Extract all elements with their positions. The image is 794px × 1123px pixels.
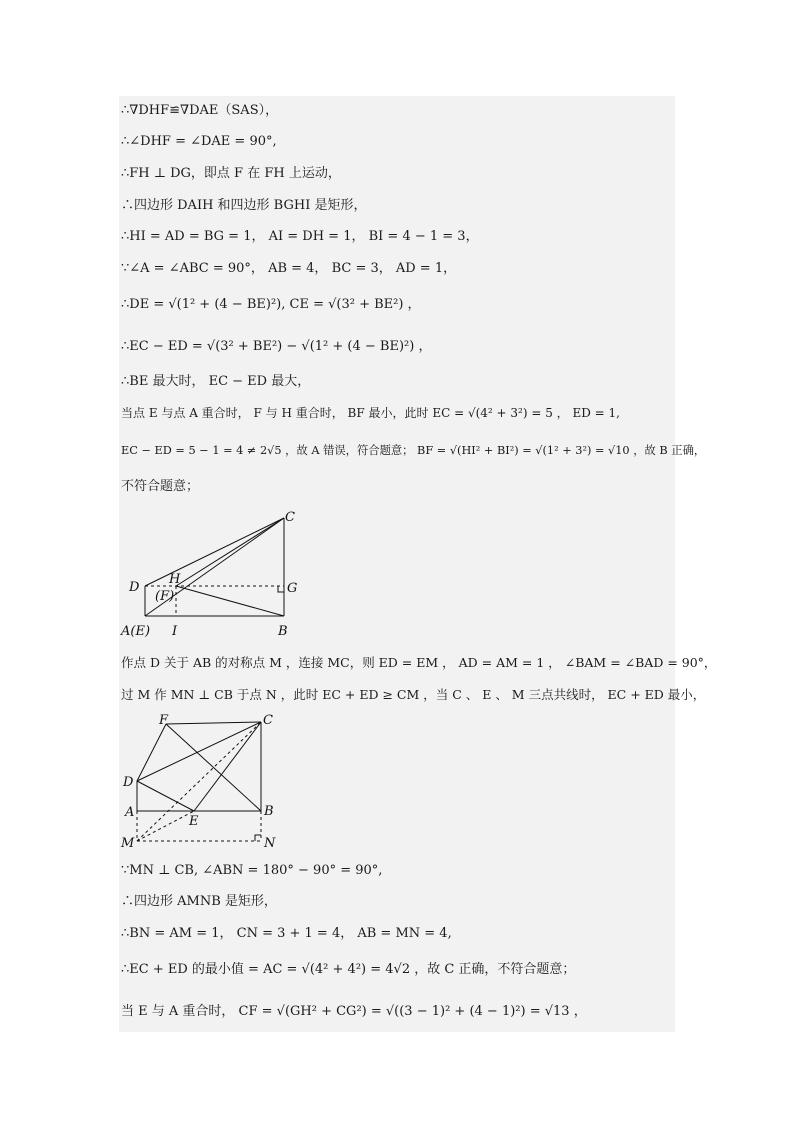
seg-FC: [166, 722, 261, 724]
proof-line-4: ∴四边形 DAIH 和四边形 BGHI 是矩形，: [121, 198, 367, 213]
proof-line-7: ∴DE = √(1² + (4 − BE)²), CE = √(3² + BE²) ，: [121, 297, 421, 312]
proof-line-12: 不符合题意；: [121, 479, 200, 494]
proof-line-18: ∴EC + ED 的最小值 = AC = √(4² + 4²) = 4√2 ，故 C 正确，不符合题意；: [121, 962, 576, 977]
proof-line-8: ∴EC − ED = √(3² + BE²) − √(1² + (4 − BE)²) ，: [121, 339, 432, 354]
label-C: C: [263, 713, 273, 728]
seg-MC: [137, 722, 261, 841]
label-A: A(E): [121, 624, 151, 639]
seg-ME: [137, 811, 194, 841]
label-D: D: [129, 580, 140, 595]
label-F: (F): [155, 589, 175, 604]
proof-line-9: ∴BE 最大时， EC − ED 最大，: [121, 374, 311, 389]
proof-line-1: ∴∇DHF≌∇DAE（SAS），: [121, 103, 279, 118]
right-angle-G: [278, 586, 284, 592]
label-G: G: [287, 581, 298, 596]
seg-HB: [176, 586, 284, 616]
proof-line-16: ∴四边形 AMNB 是矩形，: [121, 894, 277, 909]
geometry-figure-1: [119, 505, 319, 645]
label-N: N: [264, 836, 276, 851]
label-C: C: [285, 510, 295, 525]
proof-line-17: ∴BN = AM = 1， CN = 3 + 1 = 4， AB = MN = 4,: [121, 926, 452, 941]
proof-line-19: 当 E 与 A 重合时， CF = √(GH² + CG²) = √((3 − 1)² + (4 − 1)²) = √13 ，: [121, 1004, 587, 1019]
seg-FB: [166, 724, 261, 811]
proof-line-10: 当点 E 与点 A 重合时， F 与 H 重合时， BF 最小，此时 EC = √(4² + 3²) = 5 ， ED = 1,: [121, 406, 620, 420]
seg-DC: [137, 722, 261, 781]
seg-DE: [137, 781, 194, 811]
label-A: A: [125, 805, 135, 820]
label-B: B: [278, 624, 288, 639]
proof-line-14: 过 M 作 MN ⊥ CB 于点 N ，此时 EC + ED ≥ CM ，当 C 、 E 、 M 三点共线时， EC + ED 最小，: [121, 687, 706, 702]
label-I: I: [172, 624, 178, 639]
proof-line-2: ∴∠DHF = ∠DAE = 90°,: [121, 134, 277, 149]
label-M: M: [121, 836, 135, 851]
proof-line-3: ∴FH ⊥ DG，即点 F 在 FH 上运动，: [121, 166, 341, 181]
seg-EC: [194, 722, 261, 811]
proof-line-15: ∵MN ⊥ CB, ∠ABN = 180° − 90° = 90°,: [121, 863, 383, 878]
proof-line-13: 作点 D 关于 AB 的对称点 M ，连接 MC，则 ED = EM ， AD = AM = 1 ， ∠BAM = ∠BAD = 90°，: [121, 655, 717, 670]
label-D: D: [123, 775, 134, 790]
seg-DC: [145, 518, 284, 586]
geometry-figure-2: [119, 710, 299, 855]
right-angle-N: [255, 835, 261, 841]
seg-HC: [176, 518, 284, 586]
proof-line-11: EC − ED = 5 − 1 = 4 ≠ 2√5 ，故 A 错误，符合题意； BF = √(HI² + BI²) = √(1² + 3²) = √10 ，故 B 正确，: [121, 444, 706, 457]
label-B: B: [264, 804, 274, 819]
proof-line-6: ∵∠A = ∠ABC = 90°， AB = 4， BC = 3， AD = 1，: [121, 261, 457, 276]
seg-DF: [137, 724, 166, 781]
label-F: F: [159, 713, 169, 728]
label-H: H: [169, 572, 181, 587]
label-E: E: [189, 814, 199, 829]
proof-line-5: ∴HI = AD = BG = 1， AI = DH = 1， BI = 4 − 1 = 3，: [121, 229, 479, 244]
